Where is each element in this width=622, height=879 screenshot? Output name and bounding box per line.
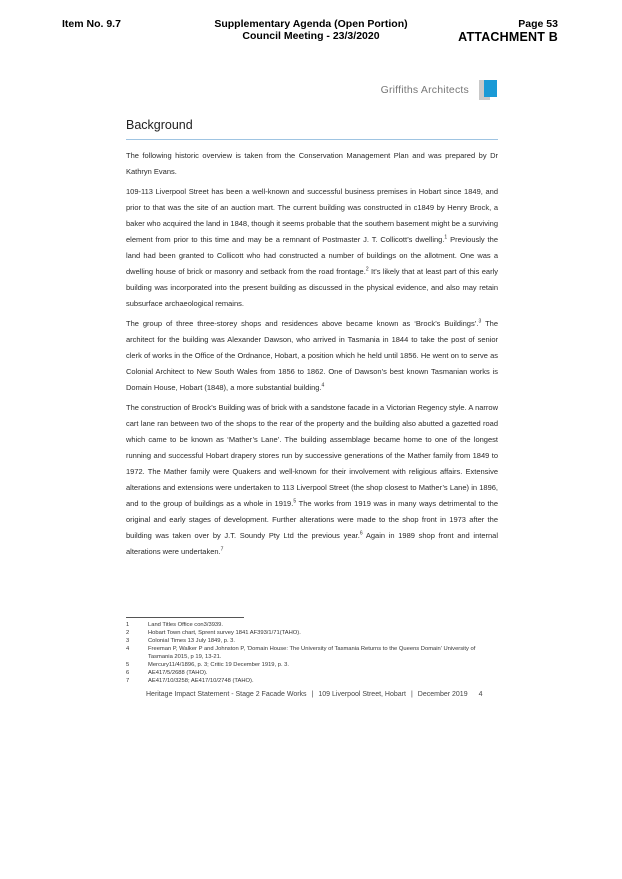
- footnote-reference: 2: [365, 266, 369, 273]
- agenda-title-line2: Council Meeting - 23/3/2020: [242, 30, 380, 42]
- footnote-text: Mercury11/4/1896, p. 3; Critic 19 December 1919, p. 3.: [148, 662, 290, 668]
- paragraph-text: Again in 1989 shop front and internal alterations were undertaken.: [126, 531, 498, 556]
- footnote: [126, 677, 498, 685]
- footnote-text: Freeman P, Walker P and Johnston P, ‘Domain House: The University of Tasmania Returns to the Queens Domain’ University of Tasmania 2015, p 19, 13-21.: [148, 646, 476, 660]
- footnote-reference: 7: [220, 546, 224, 553]
- paragraph-text: It’s likely that at least part of this early building was incorporated into the present building as discussed in the physical evidence, and also may retain subsurface archaeological remains.: [126, 267, 498, 308]
- paragraph-text: The group of three three-storey shops and residences above became known as ‘Brock’s Buildings’.: [126, 319, 479, 328]
- agenda-title-line1: Supplementary Agenda (Open Portion): [214, 18, 408, 30]
- body-text: [126, 148, 498, 564]
- item-number: Item No. 9.7: [62, 18, 121, 30]
- section-heading: Background: [126, 118, 193, 132]
- logo-mark-icon: [479, 80, 497, 100]
- logo-text: Griffiths Architects: [380, 84, 469, 96]
- footnote-text: Colonial Times 13 July 1849, p. 3.: [148, 638, 236, 644]
- footnote: [126, 629, 498, 637]
- footnote-text: Hobart Town chart, Sprent survey 1841 AF393/1/71(TAHO).: [148, 630, 301, 636]
- page-reference: [458, 18, 558, 44]
- footnote-reference: 4: [321, 382, 325, 389]
- footnote: [126, 645, 498, 661]
- footnote-number: 6: [126, 670, 130, 676]
- footnote-reference: 6: [359, 530, 363, 537]
- footnote-reference: 3: [478, 318, 482, 325]
- footnote-divider: [126, 617, 244, 618]
- footnote-number: 1: [126, 622, 130, 628]
- griffiths-architects-logo: [381, 80, 497, 100]
- heading-divider: [126, 139, 498, 140]
- footnote: [126, 621, 498, 629]
- paragraph-text: The works from 1919 was in many ways detrimental to the original and early stages of development. Further alterations were made to the shop front in 1973 after the building was taken over by J.T. Soundy Pty Ltd the previous year.: [126, 499, 498, 540]
- footnote-text: AE417/10/3258; AE417/10/2748 (TAHO).: [148, 678, 254, 684]
- page-label: Page 53: [518, 18, 558, 30]
- footnote-text: AE417/5/2688 (TAHO).: [148, 670, 208, 676]
- footnote-number: 7: [126, 678, 130, 684]
- footnote-reference: 1: [444, 234, 448, 241]
- footnote: [126, 669, 498, 677]
- footnote-number: 4: [126, 646, 130, 652]
- footnote: [126, 661, 498, 669]
- paragraph-text: Previously the land had been granted to Collicott who had constructed a number of buildings on the allotment. One was a dwelling house of brick or masonry and setback from the road frontage.: [126, 235, 498, 276]
- footnote-number: 2: [126, 630, 130, 636]
- footnote: [126, 637, 498, 645]
- footer-separator: |: [311, 691, 314, 698]
- paragraph: [126, 184, 498, 312]
- paragraph-text: 109-113 Liverpool Street has been a well-known and successful business premises in Hobart since 1849, and prior to that was the site of an auction mart. The current building was constructed in c1849 by Henry Brock, a baker who acquired the land in 1848, though it seems probable that the southern basement might be a surviving element from prior to this time and may be a remnant of Postmaster J. T. Collicott’s dwelling.: [126, 187, 498, 244]
- footnote-number: 3: [126, 638, 130, 644]
- paragraph: [126, 400, 498, 560]
- footer-date: December 2019: [417, 691, 468, 698]
- paragraph: [126, 148, 498, 180]
- footer-separator: |: [410, 691, 413, 698]
- paragraph-text: The construction of Brock’s Building was of brick with a sandstone facade in a Victorian Regency style. A narrow cart lane ran between two of the shops to the rear of the property and the building also abutted a gazetted road which came to be known as ‘Mather’s Lane’. The building assemblage became home to one of the longest running and successful Hobart drapery stores run by successive generations of the Mather family from 1849 to 1972. The Mather family were Quakers and well-known for their involvement with religious affairs. Extensive alterations and extensions were undertaken to 113 Liverpool Street (the shop closest to Mather’s Lane) in 1896, and to the group of buildings as a whole in 1919.: [126, 403, 498, 508]
- footer-title: Heritage Impact Statement - Stage 2 Facade Works: [146, 691, 307, 698]
- footnote-reference: 5: [293, 498, 297, 505]
- paragraph-text: The following historic overview is taken from the Conservation Management Plan and was prepared by Dr Kathryn Evans.: [126, 151, 498, 176]
- attachment-label: ATTACHMENT B: [458, 30, 558, 44]
- page-footer: [146, 691, 483, 698]
- footnote-number: 5: [126, 662, 130, 668]
- footer-address: 109 Liverpool Street, Hobart: [318, 691, 406, 698]
- paragraph-text: The architect for the building was Alexander Dawson, who arrived in Tasmania in 1844 to take the post of senior clerk of works in the Office of the Ordnance, Hobart, a position which he held until 1856. He went on to serve as Colonial Architect to New South Wales from 1856 to 1862. One of Dawson’s best known Tasmanian works is Domain House, Hobart (1848), a more substantial building.: [126, 319, 498, 392]
- footnote-text: Land Titles Office con3/3939.: [148, 622, 223, 628]
- footnotes: [126, 621, 498, 685]
- paragraph: [126, 316, 498, 396]
- footer-page-number: 4: [478, 691, 483, 698]
